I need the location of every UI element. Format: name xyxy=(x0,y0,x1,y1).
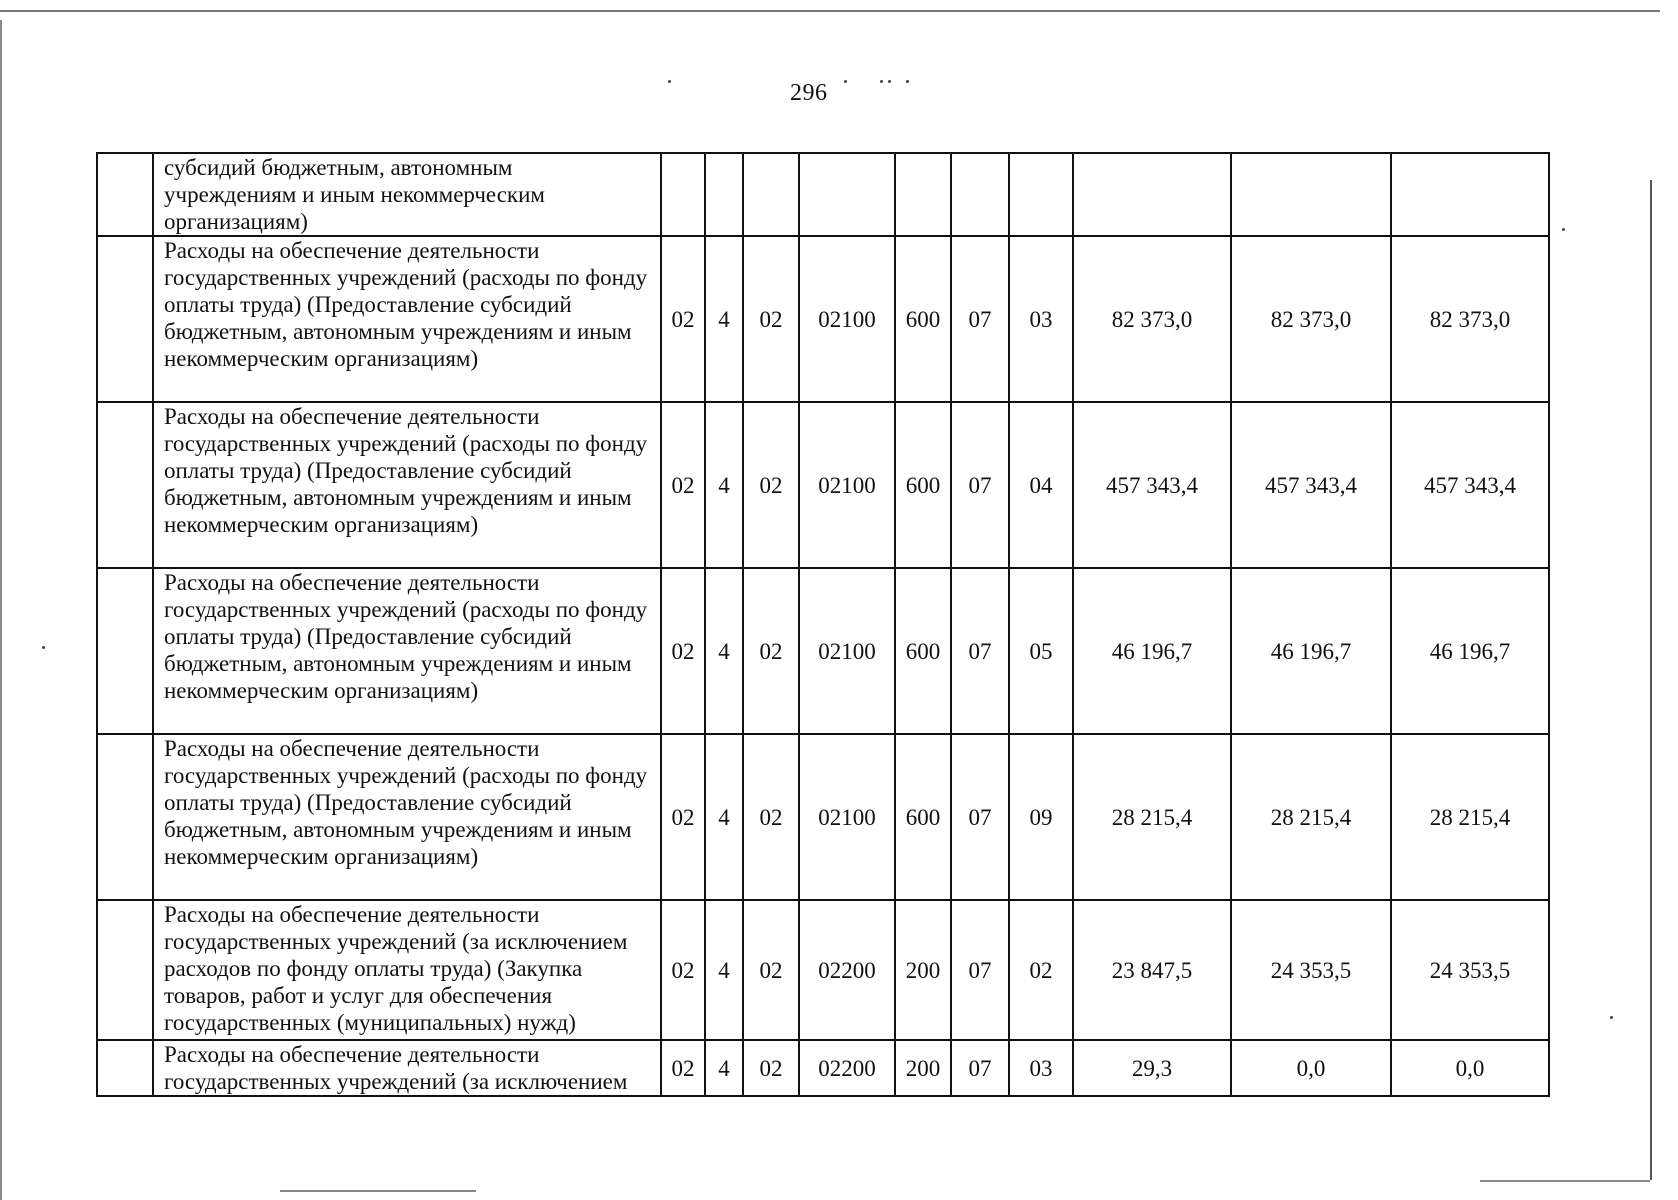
code-cell: 02100 xyxy=(799,568,895,734)
code-cell: 4 xyxy=(705,1040,743,1096)
code-cell: 09 xyxy=(1009,734,1073,900)
code-cell: 02100 xyxy=(799,236,895,402)
table-row xyxy=(97,1040,1549,1096)
code-cell: 4 xyxy=(705,236,743,402)
amount-cell: 46 196,7 xyxy=(1391,568,1549,734)
code-cell: 02 xyxy=(743,402,799,568)
code-cell: 02100 xyxy=(799,402,895,568)
description-cell: Расходы на обеспечение деятельности государственных учреждений (за исключением xyxy=(153,1040,661,1096)
amount-cell xyxy=(1073,153,1231,236)
code-cell: 02200 xyxy=(799,900,895,1040)
scan-line-bottom xyxy=(280,1190,476,1192)
code-cell: 02100 xyxy=(799,734,895,900)
row-number-cell xyxy=(97,153,153,236)
code-cell: 200 xyxy=(895,1040,951,1096)
scan-speck xyxy=(42,646,45,649)
scan-speck xyxy=(1610,1016,1613,1019)
scan-edge-left xyxy=(0,20,2,1200)
code-cell: 4 xyxy=(705,568,743,734)
amount-cell: 28 215,4 xyxy=(1231,734,1391,900)
amount-cell: 29,3 xyxy=(1073,1040,1231,1096)
description-cell: Расходы на обеспечение деятельности государственных учреждений (расходы по фонду оплаты труда) (Предоставление субсидий бюджетным, автономным учреждениям и иным некоммерческим организациям) xyxy=(153,568,661,734)
scan-edge-top xyxy=(0,10,1660,12)
amount-cell: 0,0 xyxy=(1391,1040,1549,1096)
scan-line-bottom-right xyxy=(1480,1180,1650,1182)
code-cell xyxy=(661,153,705,236)
scan-speck xyxy=(906,80,909,83)
amount-cell: 0,0 xyxy=(1231,1040,1391,1096)
code-cell: 02 xyxy=(743,236,799,402)
scan-speck xyxy=(888,80,891,83)
table-row xyxy=(97,236,1549,402)
description-cell: субсидий бюджетным, автономным учреждениям и иным некоммерческим организациям) xyxy=(153,153,661,236)
budget-table xyxy=(96,152,1550,1097)
code-cell xyxy=(1009,153,1073,236)
code-cell: 07 xyxy=(951,402,1009,568)
amount-cell: 24 353,5 xyxy=(1231,900,1391,1040)
code-cell: 02 xyxy=(743,734,799,900)
page-number: 296 xyxy=(790,80,828,106)
code-cell: 02 xyxy=(661,900,705,1040)
code-cell: 07 xyxy=(951,568,1009,734)
row-number-cell xyxy=(97,568,153,734)
description-cell: Расходы на обеспечение деятельности государственных учреждений (расходы по фонду оплаты труда) (Предоставление субсидий бюджетным, автономным учреждениям и иным некоммерческим организациям) xyxy=(153,236,661,402)
scan-speck xyxy=(1562,228,1565,231)
table-row xyxy=(97,568,1549,734)
code-cell: 05 xyxy=(1009,568,1073,734)
amount-cell: 457 343,4 xyxy=(1391,402,1549,568)
description-cell: Расходы на обеспечение деятельности государственных учреждений (расходы по фонду оплаты труда) (Предоставление субсидий бюджетным, автономным учреждениям и иным некоммерческим организациям) xyxy=(153,402,661,568)
code-cell: 02 xyxy=(661,236,705,402)
code-cell: 4 xyxy=(705,900,743,1040)
amount-cell: 23 847,5 xyxy=(1073,900,1231,1040)
code-cell: 600 xyxy=(895,734,951,900)
amount-cell xyxy=(1391,153,1549,236)
scan-edge-right xyxy=(1650,180,1652,1180)
code-cell: 02 xyxy=(743,568,799,734)
code-cell: 07 xyxy=(951,236,1009,402)
scan-speck xyxy=(668,80,671,83)
code-cell: 02 xyxy=(743,1040,799,1096)
code-cell: 02 xyxy=(661,1040,705,1096)
description-cell: Расходы на обеспечение деятельности государственных учреждений (за исключением расходов по фонду оплаты труда) (Закупка товаров, работ и услуг для обеспечения государственных (муниципальных) нужд) xyxy=(153,900,661,1040)
code-cell: 600 xyxy=(895,236,951,402)
amount-cell: 82 373,0 xyxy=(1391,236,1549,402)
code-cell: 07 xyxy=(951,734,1009,900)
code-cell xyxy=(799,153,895,236)
code-cell: 4 xyxy=(705,402,743,568)
amount-cell: 457 343,4 xyxy=(1231,402,1391,568)
code-cell: 02 xyxy=(743,900,799,1040)
row-number-cell xyxy=(97,900,153,1040)
amount-cell: 24 353,5 xyxy=(1391,900,1549,1040)
scan-speck xyxy=(880,80,883,83)
amount-cell xyxy=(1231,153,1391,236)
code-cell: 03 xyxy=(1009,1040,1073,1096)
code-cell: 07 xyxy=(951,900,1009,1040)
code-cell xyxy=(743,153,799,236)
table-row xyxy=(97,153,1549,236)
amount-cell: 82 373,0 xyxy=(1231,236,1391,402)
amount-cell: 46 196,7 xyxy=(1073,568,1231,734)
code-cell xyxy=(951,153,1009,236)
amount-cell: 82 373,0 xyxy=(1073,236,1231,402)
code-cell: 04 xyxy=(1009,402,1073,568)
amount-cell: 46 196,7 xyxy=(1231,568,1391,734)
code-cell: 600 xyxy=(895,402,951,568)
amount-cell: 28 215,4 xyxy=(1073,734,1231,900)
row-number-cell xyxy=(97,1040,153,1096)
row-number-cell xyxy=(97,734,153,900)
code-cell: 02200 xyxy=(799,1040,895,1096)
code-cell: 03 xyxy=(1009,236,1073,402)
code-cell: 02 xyxy=(661,734,705,900)
table-row xyxy=(97,734,1549,900)
description-cell: Расходы на обеспечение деятельности государственных учреждений (расходы по фонду оплаты труда) (Предоставление субсидий бюджетным, автономным учреждениям и иным некоммерческим организациям) xyxy=(153,734,661,900)
table-row xyxy=(97,402,1549,568)
scan-speck xyxy=(844,80,847,83)
amount-cell: 28 215,4 xyxy=(1391,734,1549,900)
code-cell: 02 xyxy=(661,568,705,734)
code-cell: 07 xyxy=(951,1040,1009,1096)
code-cell xyxy=(705,153,743,236)
table-row xyxy=(97,900,1549,1040)
row-number-cell xyxy=(97,236,153,402)
code-cell: 200 xyxy=(895,900,951,1040)
code-cell: 600 xyxy=(895,568,951,734)
code-cell: 02 xyxy=(1009,900,1073,1040)
code-cell xyxy=(895,153,951,236)
amount-cell: 457 343,4 xyxy=(1073,402,1231,568)
code-cell: 4 xyxy=(705,734,743,900)
row-number-cell xyxy=(97,402,153,568)
code-cell: 02 xyxy=(661,402,705,568)
